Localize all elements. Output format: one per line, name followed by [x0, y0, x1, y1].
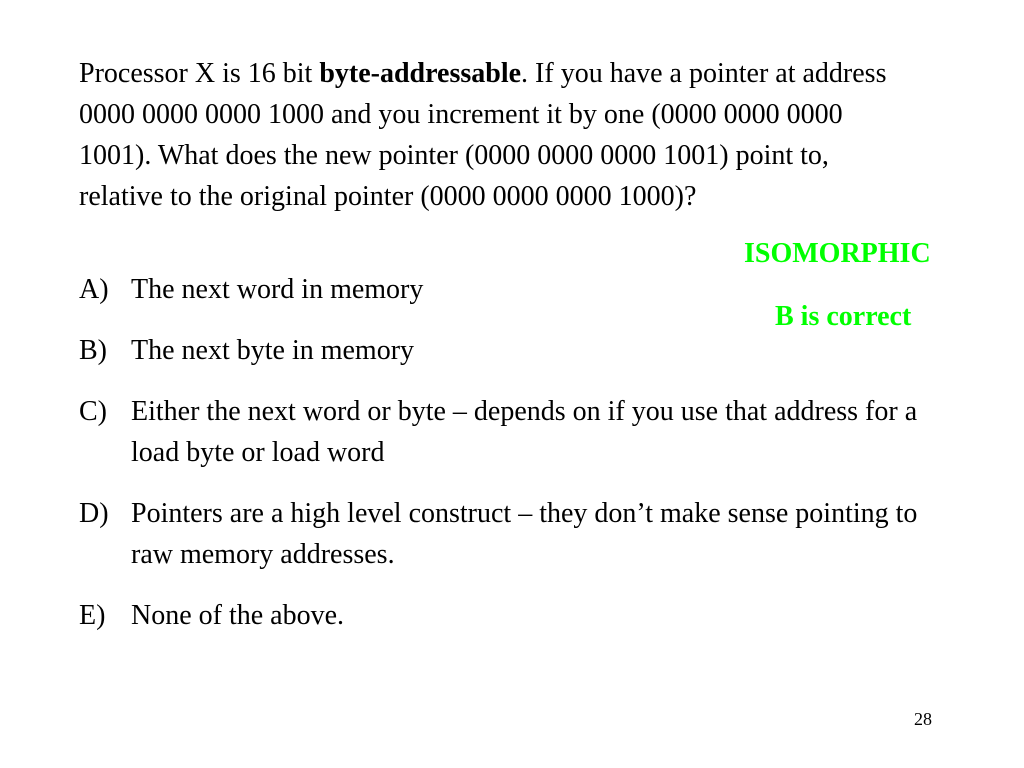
isomorphic-label: ISOMORPHIC — [744, 238, 931, 269]
option-letter: D) — [79, 498, 109, 529]
option-d — [79, 493, 959, 575]
option-text: Either the next word or byte – depends on if you use that address for a load byte or load word — [131, 396, 918, 468]
option-text: Pointers are a high level construct – they don’t make sense pointing to raw memory addresses. — [131, 498, 918, 570]
page-number: 28 — [914, 709, 932, 729]
option-e — [79, 595, 959, 636]
correct-answer-label: B is correct — [775, 301, 912, 332]
option-letter: E) — [79, 600, 106, 631]
option-text: None of the above. — [131, 600, 345, 631]
question-part-2: . If you have a pointer at address 0000 0000 0000 1000 and you increment it by one (0000 0000 0000 1001). What does the new pointer (0000 0000 0000 1001) point to, relative to the original pointer (0000 0000 0000 1000)? — [79, 58, 887, 212]
question-bold-term: byte-addressable — [319, 58, 522, 89]
question-text — [79, 53, 909, 217]
option-text: The next word in memory — [131, 274, 424, 305]
question-part-1: Processor X is 16 bit — [79, 58, 320, 89]
option-letter: A) — [79, 274, 109, 305]
option-b — [79, 330, 959, 371]
option-text: The next byte in memory — [131, 335, 415, 366]
option-c — [79, 391, 959, 473]
option-letter: B) — [79, 335, 107, 366]
option-letter: C) — [79, 396, 107, 427]
